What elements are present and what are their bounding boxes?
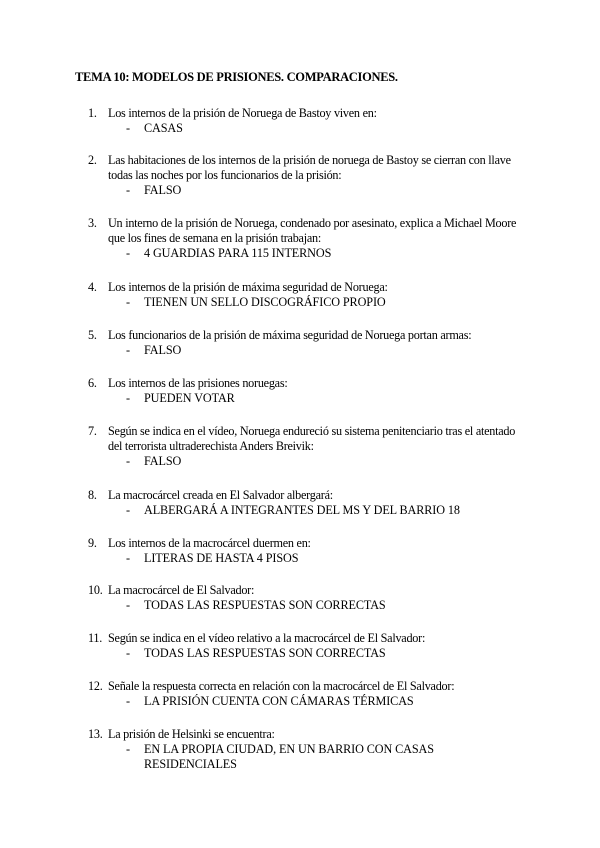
- question-number: 5.: [88, 328, 97, 342]
- document-title: TEMA 10: MODELOS DE PRISIONES. COMPARACIONES.: [75, 70, 398, 84]
- answer-line: [88, 391, 528, 406]
- question-text: Los funcionarios de la prisión de máxima seguridad de Noruega portan armas:: [108, 328, 472, 342]
- question-text: Los internos de la prisión de Noruega de Bastoy viven en:: [108, 106, 377, 120]
- answer-text: PUEDEN VOTAR: [144, 391, 235, 405]
- question-item: [88, 583, 528, 613]
- question-number: 1.: [88, 106, 97, 120]
- answer-line: [88, 246, 528, 261]
- answer-dash: -: [126, 183, 130, 197]
- question-text: Los internos de la prisión de máxima seguridad de Noruega:: [108, 280, 388, 294]
- answer-dash: -: [126, 391, 130, 405]
- question-number: 10.: [88, 583, 103, 597]
- question-text: Las habitaciones de los internos de la prisión de noruega de Bastoy se cierran con llave todas las noches por los funcionarios de la prisión:: [108, 153, 511, 182]
- question-text: Los internos de la macrocárcel duermen en:: [108, 536, 311, 550]
- answer-text: TODAS LAS RESPUESTAS SON CORRECTAS: [144, 598, 386, 612]
- question-item: [88, 631, 528, 661]
- question-text: Un interno de la prisión de Noruega, condenado por asesinato, explica a Michael Moore que los fines de semana en la prisión trabajan:: [108, 216, 517, 245]
- question-item: [88, 376, 528, 406]
- answer-text: FALSO: [144, 343, 182, 357]
- answer-text: TIENEN UN SELLO DISCOGRÁFICO PROPIO: [144, 295, 386, 309]
- answer-line: [88, 694, 528, 709]
- answer-dash: -: [126, 646, 130, 660]
- question-item: [88, 216, 528, 261]
- question-text: La macrocárcel de El Salvador:: [108, 583, 255, 597]
- answer-line: [88, 742, 528, 772]
- question-item: [88, 488, 528, 518]
- question-number: 13.: [88, 727, 103, 741]
- answer-text: 4 GUARDIAS PARA 115 INTERNOS: [144, 246, 332, 260]
- answer-dash: -: [126, 694, 130, 708]
- answer-dash: -: [126, 295, 130, 309]
- question-number: 4.: [88, 280, 97, 294]
- question-text: Según se indica en el vídeo relativo a la macrocárcel de El Salvador:: [108, 631, 426, 645]
- answer-text: FALSO: [144, 454, 182, 468]
- question-number: 3.: [88, 216, 97, 230]
- question-number: 11.: [88, 631, 103, 645]
- question-text: Los internos de las prisiones noruegas:: [108, 376, 288, 390]
- answer-line: [88, 121, 528, 136]
- answer-dash: -: [126, 503, 130, 517]
- question-item: [88, 727, 528, 772]
- answer-text: LITERAS DE HASTA 4 PISOS: [144, 551, 299, 565]
- question-item: [88, 679, 528, 709]
- answer-text: TODAS LAS RESPUESTAS SON CORRECTAS: [144, 646, 386, 660]
- question-item: [88, 328, 528, 358]
- question-number: 6.: [88, 376, 97, 390]
- answer-line: [88, 646, 528, 661]
- answer-line: [88, 295, 528, 310]
- answer-text: FALSO: [144, 183, 182, 197]
- question-text: La prisión de Helsinki se encuentra:: [108, 727, 275, 741]
- answer-line: [88, 598, 528, 613]
- question-item: [88, 536, 528, 566]
- question-number: 8.: [88, 488, 97, 502]
- question-item: [88, 106, 528, 136]
- answer-dash: -: [126, 551, 130, 565]
- question-item: [88, 280, 528, 310]
- question-text: Señale la respuesta correcta en relación con la macrocárcel de El Salvador:: [108, 679, 455, 693]
- question-number: 2.: [88, 153, 97, 167]
- answer-line: [88, 183, 528, 198]
- answer-line: [88, 503, 528, 518]
- answer-line: [88, 551, 528, 566]
- answer-dash: -: [126, 454, 130, 468]
- answer-dash: -: [126, 121, 130, 135]
- question-text: Según se indica en el vídeo, Noruega endureció su sistema penitenciario tras el atentado del terrorista ultraderechista Anders Breivik:: [108, 424, 516, 453]
- question-text: La macrocárcel creada en El Salvador albergará:: [108, 488, 333, 502]
- answer-dash: -: [126, 598, 130, 612]
- answer-text: CASAS: [144, 121, 183, 135]
- answer-text: ALBERGARÁ A INTEGRANTES DEL MS Y DEL BARRIO 18: [144, 503, 460, 517]
- question-item: [88, 424, 528, 469]
- answer-text: EN LA PROPIA CIUDAD, EN UN BARRIO CON CASAS RESIDENCIALES: [144, 742, 434, 771]
- answer-dash: -: [126, 742, 130, 756]
- question-number: 7.: [88, 424, 97, 438]
- question-number: 12.: [88, 679, 103, 693]
- question-item: [88, 153, 528, 198]
- answer-line: [88, 454, 528, 469]
- question-number: 9.: [88, 536, 97, 550]
- answer-line: [88, 343, 528, 358]
- answer-text: LA PRISIÓN CUENTA CON CÁMARAS TÉRMICAS: [144, 694, 414, 708]
- answer-dash: -: [126, 343, 130, 357]
- answer-dash: -: [126, 246, 130, 260]
